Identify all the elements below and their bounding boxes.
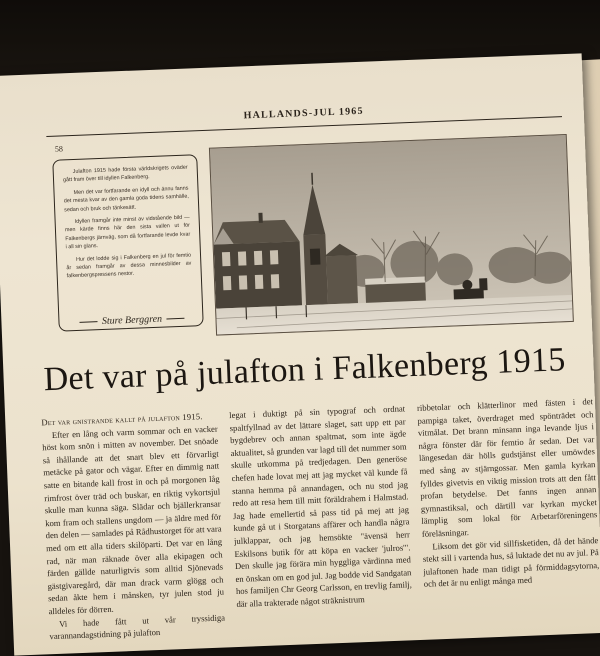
article-column-3: [417, 395, 600, 642]
article-column-2: [229, 402, 414, 649]
magazine-page: [0, 53, 600, 655]
article-paragraph: legat i duktigt på sin typograf och ordnat spaltfyllnad av det lättare slaget, satt upp ett par bygdebrev och annan spaltmat, som inte ägde aktualitet, så grunden var lagd till det nummer som skulle utkomma på tredjedagen. Den generöse chefen hade lovat mej att jag mycket väl kunde få stanna hemma på annandagen, och nu stod jag redo att resa hem till mitt föräldrahem i Halmstad. Jag hade emellertid så pass tid på mej att jag kunde gå ut i Storgatans affärer och handla några julklappar, och jag hemsökte "ävensä herr Eskilsons butik för att köpa en vacker 'julros'". Den skulle jag förära min hyggliga värdinna med en önskan om en god jul. Jag bodde vid Sandgatan hos familjen Chr Georg Carlsson, en trevlig familj, där alla trakterade något sträknistrum: [229, 402, 413, 610]
caption-box: [52, 154, 203, 331]
caption-paragraph: Men det var fortfarande en idyll och ännu fanns det mesta kvar av den gamla goda tidens samhälle, sedan och bruk och tänkesätt.: [63, 184, 189, 214]
winter-town-photo: [210, 135, 573, 335]
article-paragraph: Liksom det gör vid sillfisketiden, då det hände stekt sill i vartenda hus, så luktade det nu av jul. På julaftonen hade man tidigt på förmiddagsytorna, och det är nu enligt många med: [422, 534, 600, 591]
caption-paragraph: Julafton 1915 hade första världskrigets oväder gått fram över till idyllen Falkenberg.: [63, 164, 189, 186]
article-column-1: [41, 410, 226, 656]
article-body: [41, 395, 600, 655]
article-paragraph: Vi hade fått ut vår tryssidiga varannandagstidning på julafton: [49, 611, 226, 643]
page-number: 58: [55, 144, 63, 153]
caption-paragraph: Hur det lodde sig i Falkenberg en jul för femtio år sedan framgår av dessa minnesbilder av falkenbergspressens nestor.: [66, 251, 192, 281]
caption-paragraph: Idyllen framgår inte minst av vidstående bild — men kärde finns här den sista vallen ut för Falkenbergs järnväg, som då fortfarande levde kvar i all sin glans.: [65, 214, 191, 252]
running-head: HALLANDS-JUL 1965: [174, 103, 434, 124]
article-paragraph: Efter en lång och varm sommar och en vacker höst kom snön i mitten av november. Det snöade så ihållande att det snart blev ett förvarligt metäcke på gator och vägar. Efter en dimmig natt satte en bitande kall frost in och på morgonen låg rimfrost över träd och buskar, en riktig vykortsjul skulle man kunna säga. Slädar och bjällerkransar kom fram och stallens ungdom — ja äldre med för den delen — samlades på Rådhustorget för att vara med om ett alla tiders skilöparti. Det var en lång rad, när man räknade över alla ekipagen och färden gällde naturligtvis som alltid Sjönevads gästgivaregård, där man drack varm glögg och sedan åkte hem i månsken, tyr julen stod ju alldeles för dörren.: [42, 422, 225, 618]
article-headline: Det var på julafton i Falkenberg 1915: [43, 340, 584, 401]
article-lead: Det var gnistrande kallt på julafton 1915.: [41, 410, 217, 429]
article-paragraph: ribbetolar och klätterlinor med fästen i det pampiga taket, överdraget med spönträdet och vitmålat. Det brann minsann inga levande ljus i några fönster där för femtio år sedan. Det var längesedan där hölls gudstjänst eller umöwdes med sång av stjärngossar. Men gamla kyrkan fylldes givetvis en viktig mission trots att den fått profan betydelse. Det fanns ingen annan gymnastiksal, och därtill var kyrkan mycket lämplig som lokal för Arbetarföreningens föreläsningar.: [417, 395, 598, 540]
historic-photo: [209, 134, 574, 336]
caption-signature: Sture Berggren: [59, 312, 204, 329]
header-rule: [46, 116, 562, 137]
